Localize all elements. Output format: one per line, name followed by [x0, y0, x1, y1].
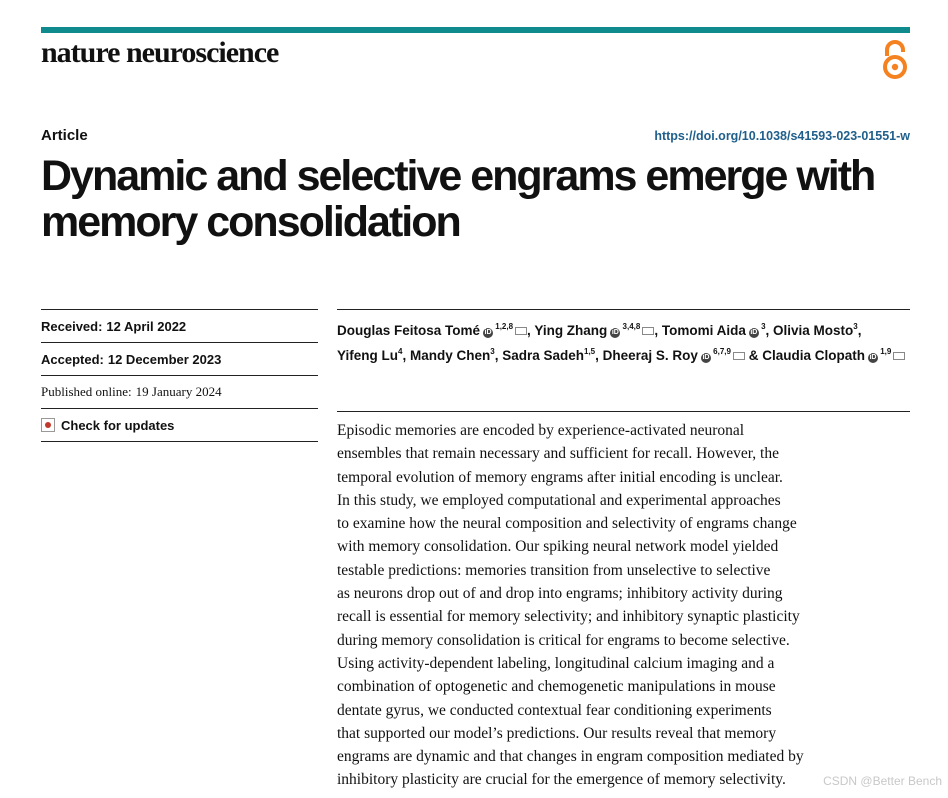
author-name[interactable]: Sadra Sadeh$^{1,5}$ [502, 347, 596, 363]
author-name[interactable]: Dheeraj S. Roy iD $^{6,7,9}$ [603, 348, 745, 363]
abstract-line: recall is essential for memory selectivity; and inhibitory synaptic plasticity [337, 608, 800, 626]
received-date: Received: 12 April 2022 [41, 310, 318, 343]
abstract-line: inhibitory plasticity are crucial for the emergence of memory selectivity. [337, 771, 786, 789]
affiliation-superscript: 1,5 [584, 347, 596, 356]
watermark: CSDN @Better Bench [823, 774, 942, 788]
abstract-line: engrams are dynamic and that changes in engram composition mediated by [337, 748, 804, 766]
open-access-icon [878, 38, 912, 80]
orcid-icon[interactable]: iD [611, 329, 619, 336]
affiliation-superscript: 1,9 [877, 347, 892, 356]
affiliation-superscript: 1,2,8 [493, 322, 514, 331]
affiliation-superscript: 4 [398, 347, 403, 356]
abstract-line: with memory consolidation. Our spiking neural network model yielded [337, 538, 779, 556]
abstract-line: Episodic memories are encoded by experience-activated neuronal [337, 422, 745, 439]
journal-title: nature neuroscience [41, 36, 279, 69]
published-date: Published online: 19 January 2024 [41, 376, 318, 409]
author-name[interactable]: Yifeng Lu$^4$ [337, 347, 403, 363]
article-dates [41, 309, 318, 442]
check-updates-icon [41, 418, 55, 432]
orcid-icon[interactable]: iD [702, 354, 710, 361]
email-icon[interactable] [733, 352, 745, 360]
orcid-icon[interactable]: iD [484, 329, 492, 336]
abstract-line: as neurons drop out of and drop into engrams; inhibitory activity during [337, 585, 783, 603]
abstract-line: to examine how the neural composition and selectivity of engrams change [337, 515, 797, 533]
author-name[interactable]: Claudia Clopath iD $^{1,9}$ [762, 348, 905, 363]
orcid-icon[interactable]: iD [750, 329, 758, 336]
email-icon[interactable] [893, 352, 905, 360]
affiliation-superscript: 3 [853, 322, 858, 331]
authors-rule [337, 309, 910, 310]
email-icon[interactable] [642, 327, 654, 335]
abstract-line: In this study, we employed computational and experimental approaches [337, 491, 781, 509]
author-name[interactable]: Douglas Feitosa Tomé iD $^{1,2,8}$ [337, 323, 527, 338]
author-name[interactable]: Olivia Mosto$^3$ [773, 322, 858, 338]
author-name[interactable]: Tomomi Aida iD $^3$ [661, 322, 766, 338]
author-name[interactable]: Ying Zhang iD $^{3,4,8}$ [534, 323, 654, 338]
abstract-line: during memory consolidation is critical for engrams to become selective. [337, 631, 790, 649]
abstract-line: temporal evolution of memory engrams after initial encoding is unclear. [337, 468, 783, 486]
abstract-line: that supported our model’s predictions. Our results reveal that memory [337, 724, 777, 742]
affiliation-superscript: 3 [758, 322, 766, 331]
abstract-line: dentate gyrus, we conducted contextual fear conditioning experiments [337, 701, 772, 719]
abstract-rule [337, 411, 910, 412]
affiliation-superscript: 3,4,8 [620, 322, 641, 331]
author-name[interactable]: Mandy Chen$^3$ [409, 347, 495, 363]
check-for-updates-button[interactable]: Check for updates [41, 409, 318, 442]
author-list: Douglas Feitosa Tomé iD $^{1,2,8}$ , Ying Zhang iD $^{3,4,8}$ , Tomomi Aida iD $^3$, Olivia Mosto$^3$, Yifeng Lu$^4$, Mandy Chen$^3$, Sadra Sadeh$^{1,5}$, Dheeraj S. Roy iD $^{6,7,9}$ & Claudia Clopath iD $^{1,9}$ [337, 316, 912, 366]
journal-header-rule [41, 27, 910, 33]
abstract-line: ensembles that remain necessary and sufficient for recall. However, the [337, 445, 779, 463]
article-type: Article [41, 127, 88, 144]
affiliation-superscript: 3 [490, 347, 495, 356]
abstract [337, 419, 912, 792]
abstract-line: combination of optogenetic and chemogenetic manipulations in mouse [337, 678, 776, 696]
email-icon[interactable] [515, 327, 527, 335]
accepted-date: Accepted: 12 December 2023 [41, 343, 318, 376]
affiliation-superscript: 6,7,9 [710, 347, 731, 356]
abstract-line: Using activity-dependent labeling, longitudinal calcium imaging and a [337, 654, 775, 672]
doi-link[interactable]: https://doi.org/10.1038/s41593-023-01551-w [654, 129, 910, 143]
abstract-line: testable predictions: memories transition from unselective to selective [337, 561, 771, 579]
article-title: Dynamic and selective engrams emerge with memory consolidation [41, 152, 875, 246]
orcid-icon[interactable]: iD [869, 354, 877, 361]
